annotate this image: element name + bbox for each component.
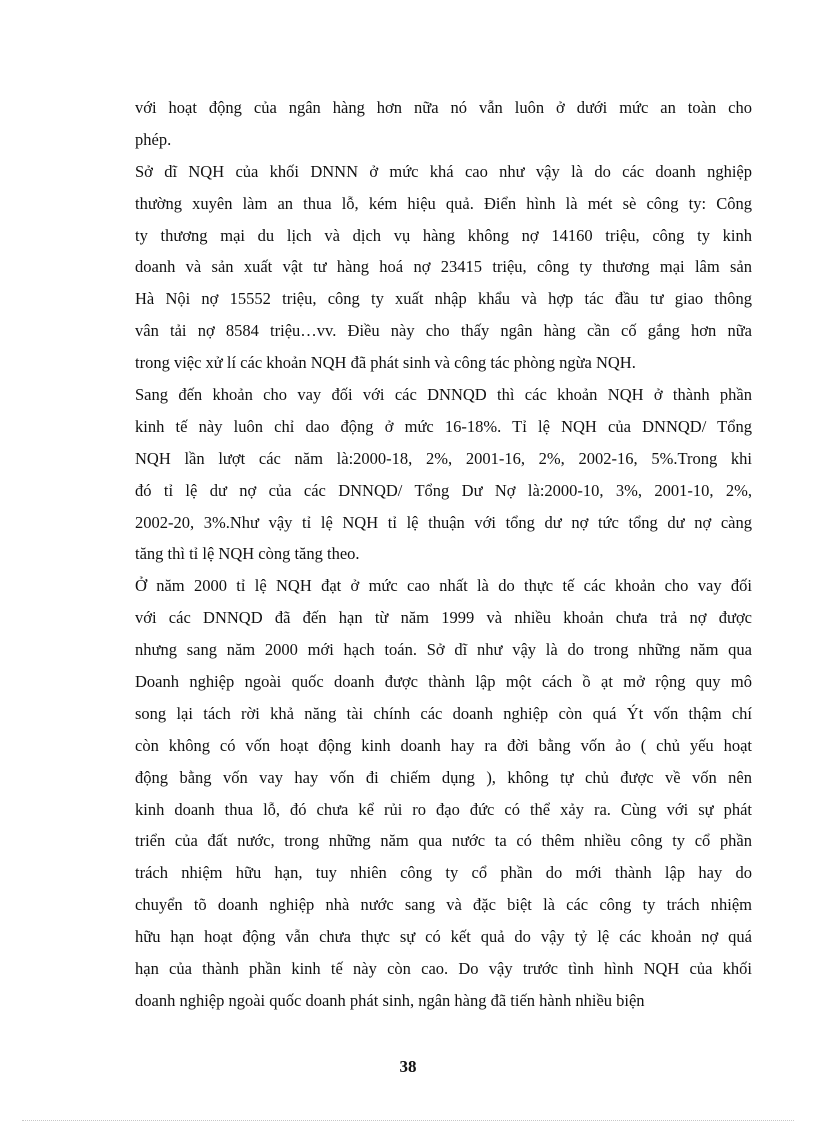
text-line: 2002-20, 3%.Như vậy tỉ lệ NQH tỉ lệ thuận với tổng dư nợ tức tổng dư nợ càng: [135, 512, 752, 532]
text-line: triển của đất nước, trong những năm qua nước ta có thêm nhiều công ty cổ phần: [135, 831, 752, 851]
text-line: vân tải nợ 8584 triệu…vv. Điều này cho thấy ngân hàng cần cố gắng hơn nữa: [135, 321, 752, 341]
text-line: NQH lần lượt các năm là:2000-18, 2%, 2001-16, 2%, 2002-16, 5%.Trong khi: [135, 448, 752, 468]
text-line: tăng thì tỉ lệ NQH còng tăng theo.: [135, 544, 360, 564]
page-number: 38: [399, 1057, 417, 1076]
text-line: đó tỉ lệ dư nợ của các DNNQD/ Tổng Dư Nợ là:2000-10, 3%, 2001-10, 2%,: [135, 480, 752, 500]
text-line: hạn của thành phần kinh tế này còn cao. Do vậy trước tình hình NQH của khối: [135, 959, 752, 979]
text-line: với các DNNQD đã đến hạn từ năm 1999 và nhiều khoản chưa trả nợ được: [135, 608, 752, 628]
text-line: nhưng sang năm 2000 mới hạch toán. Sở dĩ như vậy là do trong những năm qua: [135, 640, 752, 660]
text-line: Sở dĩ NQH của khối DNNN ở mức khá cao như vậy là do các doanh nghiệp: [135, 161, 752, 181]
text-line: trong việc xử lí các khoản NQH đã phát sinh và công tác phòng ngừa NQH.: [135, 353, 636, 373]
text-line: Ở năm 2000 tỉ lệ NQH đạt ở mức cao nhất là do thực tế các khoản cho vay đối: [135, 576, 752, 596]
text-line: phép.: [135, 129, 172, 149]
text-line: hữu hạn hoạt động vẫn chưa thực sự có kết quả do vậy tỷ lệ các khoản nợ quá: [135, 927, 752, 947]
text-line: doanh và sản xuất vật tư hàng hoá nợ 23415 triệu, công ty thương mại lâm sản: [135, 257, 752, 277]
page-bottom-rule: [22, 1120, 794, 1121]
text-line: động bằng vốn vay hay vốn đi chiếm dụng ), không tự chủ được về vốn nên: [135, 767, 752, 787]
text-line: còn không có vốn hoạt động kinh doanh hay ra đời bằng vốn ảo ( chủ yếu hoạt: [135, 735, 752, 755]
page-body-text: [135, 92, 752, 1017]
text-line: thường xuyên làm an thua lỗ, kém hiệu quả. Điển hình là mét sè công ty: Công: [135, 193, 752, 213]
text-line: kinh doanh thua lỗ, đó chưa kể rủi ro đạo đức có thể xảy ra. Cùng với sự phát: [135, 799, 752, 819]
text-line: chuyển tõ doanh nghiệp nhà nước sang và đặc biệt là các công ty trách nhiệm: [135, 895, 752, 915]
text-line: doanh nghiệp ngoài quốc doanh phát sinh, ngân hàng đã tiến hành nhiều biện: [135, 990, 645, 1010]
text-line: với hoạt động của ngân hàng hơn nữa nó vẫn luôn ở dưới mức an toàn cho: [135, 98, 752, 117]
text-line: ty thương mại du lịch và dịch vụ hàng không nợ 14160 triệu, công ty kinh: [135, 225, 752, 245]
text-line: kinh tế này luôn chỉ dao động ở mức 16-18%. Tỉ lệ NQH của DNNQD/ Tổng: [135, 416, 752, 436]
text-line: trách nhiệm hữu hạn, tuy nhiên công ty cổ phần do mới thành lập hay do: [135, 863, 752, 883]
text-line: Doanh nghiệp ngoài quốc doanh được thành lập một cách ồ ạt mở rộng quy mô: [135, 672, 752, 692]
text-line: Hà Nội nợ 15552 triệu, công ty xuất nhập khẩu và hợp tác đầu tư giao thông: [135, 289, 752, 309]
text-line: Sang đến khoản cho vay đối với các DNNQD thì các khoản NQH ở thành phần: [135, 385, 752, 405]
text-line: song lại tách rời khả năng tài chính các doanh nghiệp còn quá Ýt vốn thậm chí: [135, 703, 752, 723]
